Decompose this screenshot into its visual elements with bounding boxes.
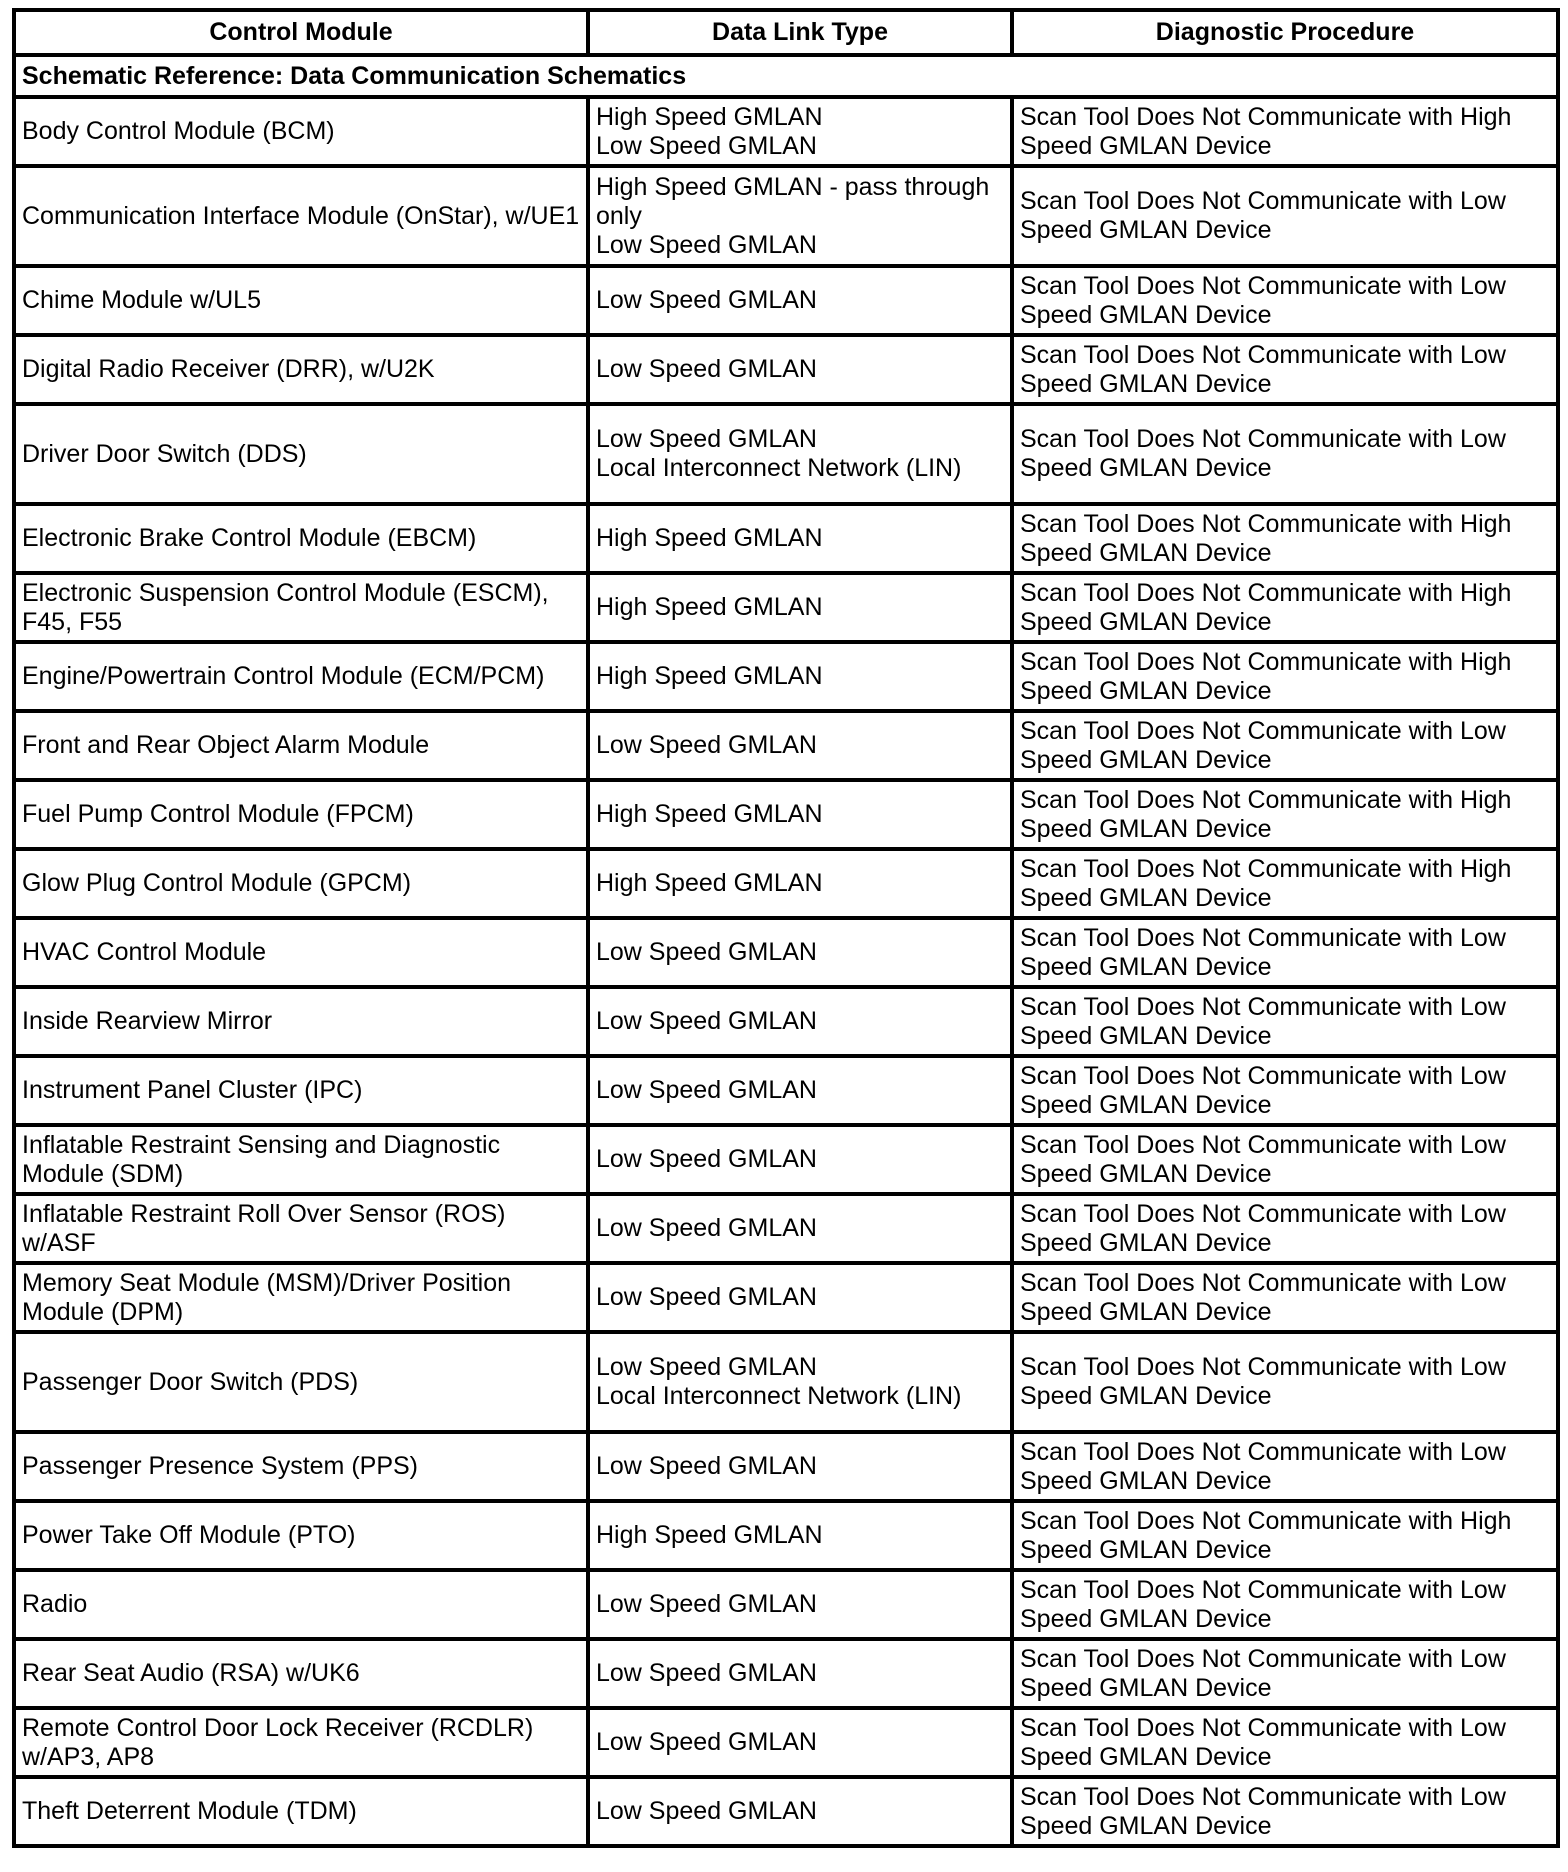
control-module-cell: Rear Seat Audio (RSA) w/UK6 [14,1639,588,1708]
data-link-line: Low Speed GMLAN [596,355,817,383]
control-module-cell: Driver Door Switch (DDS) [14,404,588,504]
control-module-cell: Instrument Panel Cluster (IPC) [14,1056,588,1125]
data-link-line: Low Speed GMLAN [596,1145,817,1173]
table-row [14,166,1558,266]
table-row [14,1332,1558,1432]
data-link-type-cell [588,404,1012,504]
diagnostic-procedure-cell: Scan Tool Does Not Communicate with Low Speed GMLAN Device [1012,1332,1558,1432]
table-row [14,1125,1558,1194]
diagnostic-procedure-cell: Scan Tool Does Not Communicate with Low Speed GMLAN Device [1012,1125,1558,1194]
data-link-type-cell [588,1570,1012,1639]
table-row [14,266,1558,335]
control-module-cell: Electronic Brake Control Module (EBCM) [14,504,588,573]
diagnostic-procedure-cell: Scan Tool Does Not Communicate with High Speed GMLAN Device [1012,573,1558,642]
diagnostic-procedure-cell: Scan Tool Does Not Communicate with Low Speed GMLAN Device [1012,918,1558,987]
diagnostic-procedure-cell: Scan Tool Does Not Communicate with Low Speed GMLAN Device [1012,1432,1558,1501]
control-module-cell: Inflatable Restraint Sensing and Diagnostic Module (SDM) [14,1125,588,1194]
data-link-type-cell [588,918,1012,987]
diagnostic-procedure-cell: Scan Tool Does Not Communicate with Low Speed GMLAN Device [1012,335,1558,404]
data-link-type-cell [588,1263,1012,1332]
schematic-reference: Schematic Reference: Data Communication Schematics [14,55,1558,97]
data-link-line: Low Speed GMLAN [596,1590,817,1618]
diagnostic-procedure-cell: Scan Tool Does Not Communicate with High Speed GMLAN Device [1012,97,1558,166]
data-link-type-cell [588,166,1012,266]
table-row [14,987,1558,1056]
data-link-type-cell [588,642,1012,711]
data-link-type-cell [588,1056,1012,1125]
control-module-cell: Communication Interface Module (OnStar), w/UE1 [14,166,588,266]
data-link-line: Low Speed GMLAN [596,425,817,453]
table-row [14,849,1558,918]
table-row [14,573,1558,642]
data-link-type-cell [588,1777,1012,1846]
control-module-cell: Inflatable Restraint Roll Over Sensor (ROS) w/ASF [14,1194,588,1263]
data-link-line: Low Speed GMLAN [596,230,817,259]
data-link-line: Low Speed GMLAN [596,286,817,314]
data-link-line: Low Speed GMLAN [596,1659,817,1687]
diagnostic-procedure-cell: Scan Tool Does Not Communicate with Low Speed GMLAN Device [1012,1570,1558,1639]
data-link-line: High Speed GMLAN [596,593,823,621]
data-link-type-cell [588,1432,1012,1501]
data-link-type-cell [588,335,1012,404]
table-body [14,55,1558,1846]
control-module-cell: Electronic Suspension Control Module (ESCM), F45, F55 [14,573,588,642]
data-link-type-cell [588,97,1012,166]
data-link-type-cell [588,573,1012,642]
table-row [14,1570,1558,1639]
table-row [14,780,1558,849]
table-row [14,97,1558,166]
table-row [14,711,1558,780]
data-link-table [12,8,1560,1848]
table-row [14,1432,1558,1501]
data-link-line: Low Speed GMLAN [596,1728,817,1756]
data-link-type-cell [588,987,1012,1056]
table-row [14,642,1558,711]
data-link-line: High Speed GMLAN [596,102,823,131]
data-link-type-cell [588,266,1012,335]
diagnostic-procedure-cell: Scan Tool Does Not Communicate with Low Speed GMLAN Device [1012,1639,1558,1708]
data-link-line: High Speed GMLAN - pass through only [596,172,990,230]
data-link-type-cell [588,1125,1012,1194]
data-link-line: High Speed GMLAN [596,1521,823,1549]
control-module-cell: Chime Module w/UL5 [14,266,588,335]
table-row [14,1194,1558,1263]
data-link-line: Low Speed GMLAN [596,131,817,160]
data-link-line: Local Interconnect Network (LIN) [596,1382,962,1410]
data-link-line: High Speed GMLAN [596,662,823,690]
diagnostic-procedure-cell: Scan Tool Does Not Communicate with Low Speed GMLAN Device [1012,1056,1558,1125]
control-module-cell: Passenger Presence System (PPS) [14,1432,588,1501]
table-row [14,1777,1558,1846]
diagnostic-procedure-cell: Scan Tool Does Not Communicate with Low Speed GMLAN Device [1012,1263,1558,1332]
diagnostic-procedure-cell: Scan Tool Does Not Communicate with High Speed GMLAN Device [1012,780,1558,849]
data-link-type-cell [588,1501,1012,1570]
data-link-line: High Speed GMLAN [596,524,823,552]
control-module-cell: Power Take Off Module (PTO) [14,1501,588,1570]
data-link-type-cell [588,1332,1012,1432]
control-module-cell: Engine/Powertrain Control Module (ECM/PCM) [14,642,588,711]
control-module-cell: Inside Rearview Mirror [14,987,588,1056]
table-row [14,1056,1558,1125]
data-link-line: Low Speed GMLAN [596,731,817,759]
table-row [14,1708,1558,1777]
data-link-type-cell [588,780,1012,849]
control-module-cell: Fuel Pump Control Module (FPCM) [14,780,588,849]
diagnostic-procedure-cell: Scan Tool Does Not Communicate with Low Speed GMLAN Device [1012,166,1558,266]
data-link-line: Low Speed GMLAN [596,1214,817,1242]
data-link-line: Low Speed GMLAN [596,1283,817,1311]
data-link-line: Low Speed GMLAN [596,1076,817,1104]
control-module-cell: Memory Seat Module (MSM)/Driver Position Module (DPM) [14,1263,588,1332]
table-row [14,918,1558,987]
data-link-line: Low Speed GMLAN [596,1452,817,1480]
table-row [14,1639,1558,1708]
control-module-cell: Remote Control Door Lock Receiver (RCDLR) w/AP3, AP8 [14,1708,588,1777]
diagnostic-procedure-cell: Scan Tool Does Not Communicate with Low Speed GMLAN Device [1012,404,1558,504]
header-diagnostic-procedure: Diagnostic Procedure [1012,10,1558,55]
table-row [14,335,1558,404]
control-module-cell: Passenger Door Switch (PDS) [14,1332,588,1432]
diagnostic-procedure-cell: Scan Tool Does Not Communicate with Low Speed GMLAN Device [1012,266,1558,335]
data-link-type-cell [588,1708,1012,1777]
diagnostic-procedure-cell: Scan Tool Does Not Communicate with High Speed GMLAN Device [1012,504,1558,573]
data-link-line: Low Speed GMLAN [596,1007,817,1035]
table-row [14,1263,1558,1332]
control-module-cell: Front and Rear Object Alarm Module [14,711,588,780]
diagnostic-procedure-cell: Scan Tool Does Not Communicate with Low Speed GMLAN Device [1012,1708,1558,1777]
data-link-type-cell [588,711,1012,780]
control-module-cell: Body Control Module (BCM) [14,97,588,166]
control-module-cell: Theft Deterrent Module (TDM) [14,1777,588,1846]
diagnostic-procedure-cell: Scan Tool Does Not Communicate with High Speed GMLAN Device [1012,849,1558,918]
table-row [14,404,1558,504]
header-control-module: Control Module [14,10,588,55]
schematic-reference-row [14,55,1558,97]
diagnostic-procedure-cell: Scan Tool Does Not Communicate with Low Speed GMLAN Device [1012,711,1558,780]
table-row [14,1501,1558,1570]
diagnostic-procedure-cell: Scan Tool Does Not Communicate with Low Speed GMLAN Device [1012,1194,1558,1263]
data-link-line: High Speed GMLAN [596,869,823,897]
diagnostic-procedure-cell: Scan Tool Does Not Communicate with Low Speed GMLAN Device [1012,1777,1558,1846]
header-data-link-type: Data Link Type [588,10,1012,55]
control-module-cell: Radio [14,1570,588,1639]
data-link-type-cell [588,849,1012,918]
diagnostic-procedure-cell: Scan Tool Does Not Communicate with Low Speed GMLAN Device [1012,987,1558,1056]
control-module-cell: Glow Plug Control Module (GPCM) [14,849,588,918]
control-module-cell: HVAC Control Module [14,918,588,987]
data-link-line: Low Speed GMLAN [596,1797,817,1825]
data-link-line: Low Speed GMLAN [596,938,817,966]
data-link-line: High Speed GMLAN [596,800,823,828]
table-row [14,504,1558,573]
data-link-type-cell [588,1639,1012,1708]
header-row [14,10,1558,55]
control-module-cell: Digital Radio Receiver (DRR), w/U2K [14,335,588,404]
data-link-type-cell [588,1194,1012,1263]
data-link-type-cell [588,504,1012,573]
diagnostic-procedure-cell: Scan Tool Does Not Communicate with High Speed GMLAN Device [1012,642,1558,711]
data-link-line: Low Speed GMLAN [596,1353,817,1381]
data-link-line: Local Interconnect Network (LIN) [596,454,962,482]
diagnostic-procedure-cell: Scan Tool Does Not Communicate with High Speed GMLAN Device [1012,1501,1558,1570]
